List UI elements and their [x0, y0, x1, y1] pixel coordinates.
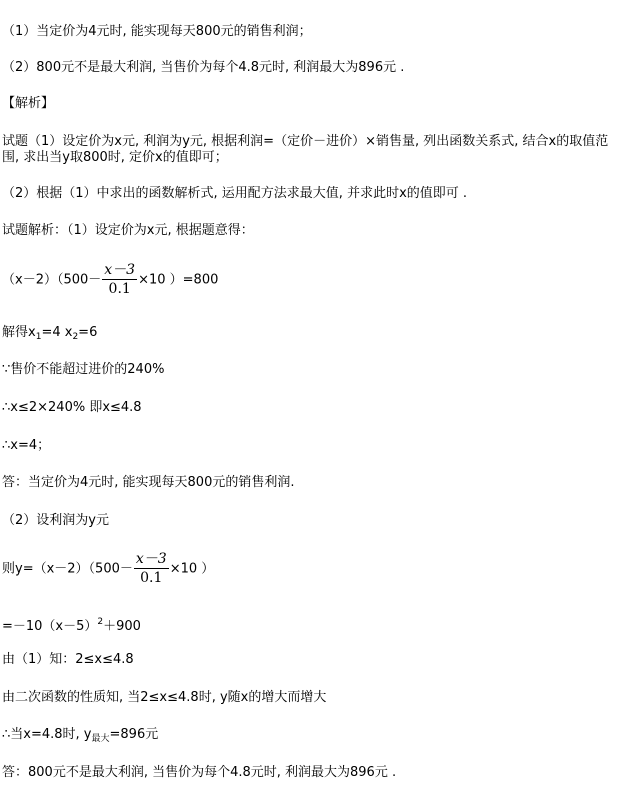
roots-suffix: =6 [78, 325, 98, 340]
square-exponent: 2 [97, 617, 104, 627]
vertex-form-suffix: ＋900 [103, 619, 141, 634]
analysis-paragraph-1: 试题（1）设定价为x元, 利润为y元, 根据利润=（定价－进价）×销售量, 列出函数关系式, 结合x的取值范围, 求出当y取800时, 定价x的值即可； [2, 134, 609, 165]
equation-1 [2, 263, 218, 297]
therefore-range-line: ∴x≤2×240% 即x≤4.8 [2, 400, 142, 415]
equation-2-suffix: ×10 ） [169, 561, 215, 577]
max-value-suffix: =896元 [109, 727, 159, 742]
max-value-prefix: ∴当x=4.8时, y [2, 727, 92, 742]
roots-middle: =4 x [41, 325, 73, 340]
roots-prefix: 解得x [2, 325, 36, 340]
fraction-numerator: x－3 [104, 262, 136, 278]
conclusion-part1: 答：当定价为4元时, 能实现每天800元的销售利润. [2, 475, 295, 490]
part2-intro: （2）设利润为y元 [2, 513, 109, 528]
answer-part2: （2）800元不是最大利润, 当售价为每个4.8元时, 利润最大为896元 . [2, 60, 405, 75]
fraction-numerator: x－3 [135, 551, 167, 567]
equation-1-fraction [102, 263, 137, 297]
equation-2-fraction [134, 552, 169, 586]
solution-intro: 试题解析：（1）设定价为x元, 根据题意得： [2, 223, 254, 238]
because-line: ∵售价不能超过进价的240% [2, 362, 165, 377]
fraction-denominator: 0.1 [140, 570, 163, 586]
equation-1-suffix: ×10 ）=800 [138, 272, 219, 288]
monotonic-line: 由二次函数的性质知, 当2≤x≤4.8时, y随x的增大而增大 [2, 690, 327, 705]
answer-part1: （1）当定价为4元时, 能实现每天800元的销售利润； [2, 24, 312, 39]
max-value-line [2, 727, 158, 747]
conclusion-part2: 答：800元不是最大利润, 当售价为每个4.8元时, 利润最大为896元 . [2, 765, 397, 780]
domain-line: 由（1）知：2≤x≤4.8 [2, 652, 134, 667]
max-subscript: 最大 [91, 734, 110, 744]
vertex-form-line [2, 614, 141, 635]
equation-1-prefix: （x－2）（500－ [2, 272, 102, 288]
equation-2 [2, 552, 214, 586]
fraction-denominator: 0.1 [108, 281, 131, 297]
analysis-paragraph-2: （2）根据（1）中求出的函数解析式, 运用配方法求最大值, 并求此时x的值即可 . [2, 186, 468, 201]
roots-line [2, 325, 97, 345]
root-2-subscript: 2 [72, 332, 79, 342]
analysis-heading: 【解析】 [2, 96, 55, 111]
vertex-form-prefix: =－10（x－5） [2, 619, 98, 634]
equation-2-prefix: 则y=（x－2）（500－ [2, 561, 133, 577]
root-1-subscript: 1 [35, 332, 42, 342]
therefore-x-line: ∴x=4； [2, 438, 51, 453]
